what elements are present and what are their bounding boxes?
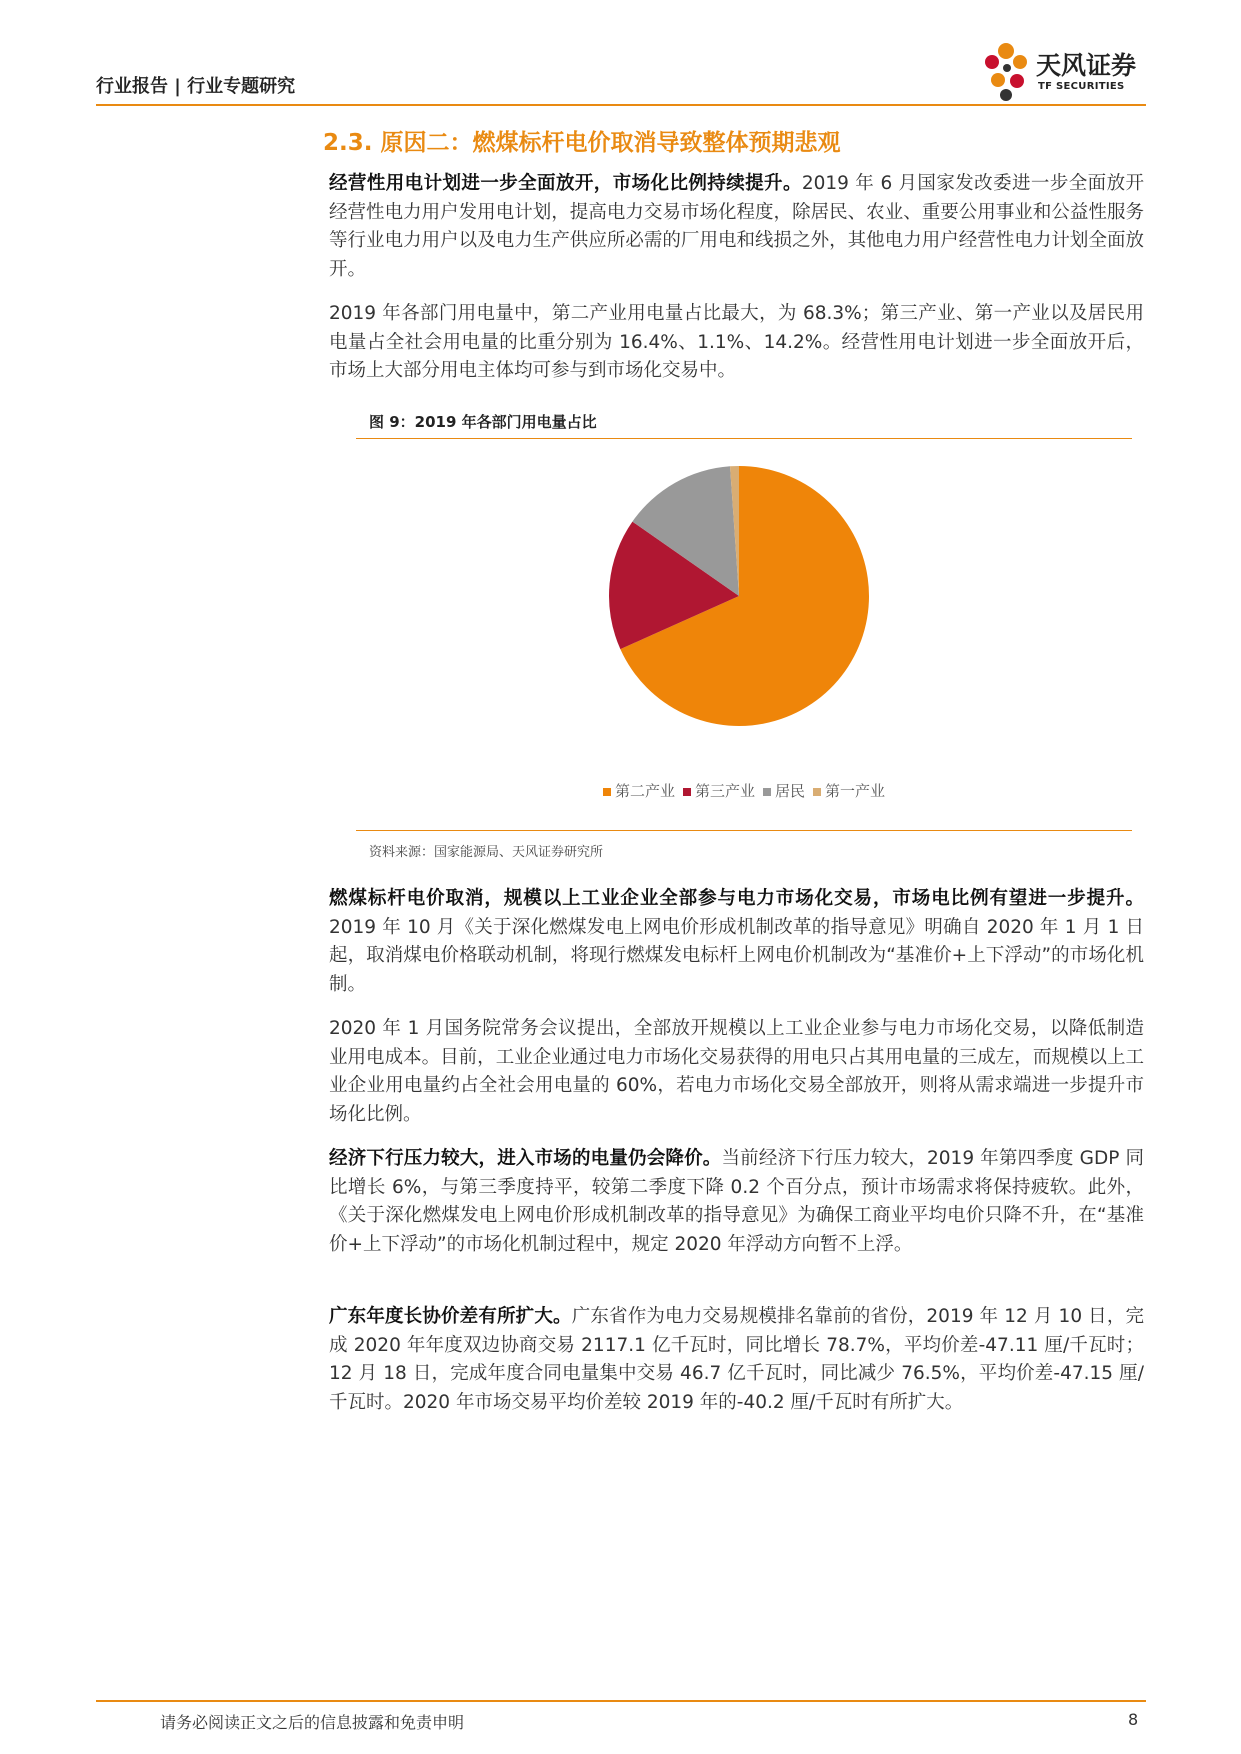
legend-item <box>813 780 885 801</box>
figure-top-rule <box>356 438 1132 439</box>
paragraph <box>329 300 1144 386</box>
legend-swatch <box>763 788 771 796</box>
paragraph-text: 2019 年 6 月国家发改委进一步全面放开经营性电力用户发用电计划，提高电力交易市场化程度，除居民、农业、重要公用事业和公益性服务等行业电力用户以及电力生产供应所必需的厂用电和线损之外，其他电力用户经营性电力计划全面放开。 <box>329 173 1144 280</box>
company-logo <box>976 40 1151 104</box>
paragraph-text: 2019 年各部门用电量中，第二产业用电量占比最大，为 68.3%；第三产业、第一产业以及居民用电量占全社会用电量的比重分别为 16.4%、1.1%、14.2%。经营性用电计划进一步全面放开后，市场上大部分用电主体均可参与到市场化交易中。 <box>329 303 1144 381</box>
legend-swatch <box>813 788 821 796</box>
legend-item <box>603 780 675 801</box>
paragraph <box>329 885 1144 999</box>
paragraph <box>329 1145 1144 1259</box>
legend-item <box>683 780 755 801</box>
legend-label: 第三产业 <box>694 782 755 800</box>
paragraph <box>329 170 1144 284</box>
report-category: 行业报告 | 行业专题研究 <box>96 76 296 97</box>
legend-swatch <box>603 788 611 796</box>
paragraph-text: 2020 年 1 月国务院常务会议提出，全部放开规模以上工业企业参与电力市场化交易，以降低制造业用电成本。目前，工业企业通过电力市场化交易获得的用电只占其用电量的三成左，而规模以上工业企业用电量约占全社会用电量的 60%，若电力市场化交易全部放开，则将从需求端进一步提升市场化比例。 <box>329 1018 1144 1125</box>
paragraph-text: 当前经济下行压力较大，2019 年第四季度 GDP 同比增长 6%，与第三季度持平，较第二季度下降 0.2 个百分点，预计市场需求将保持疲软。此外，《关于深化燃煤发电上网电价形成机制改革的指导意见》为确保工商业平均电价只降不升，在“基准价+上下浮动”的市场化机制过程中，规定 2020 年浮动方向暂不上浮。 <box>329 1148 1144 1255</box>
legend-item <box>763 780 805 801</box>
paragraph-text: 2019 年 10 月《关于深化燃煤发电上网电价形成机制改革的指导意见》明确自 2020 年 1 月 1 日起，取消煤电价格联动机制，将现行燃煤发电标杆上网电价机制改为“基准价+上下浮动”的市场化机制。 <box>329 916 1144 995</box>
legend-label: 第二产业 <box>614 782 675 800</box>
paragraph-text: 广东省作为电力交易规模排名靠前的省份，2019 年 12 月 10 日，完成 2020 年年度双边协商交易 2117.1 亿千瓦时，同比增长 78.7%，平均价差-47.11 厘/千瓦时；12 月 18 日，完成年度合同电量集中交易 46.7 亿千瓦时，同比减少 76.5%，平均价差-47.15 厘/千瓦时。2020 年市场交易平均价差较 2019 年的-40.2 厘/千瓦时有所扩大。 <box>329 1306 1144 1413</box>
paragraph <box>329 1303 1144 1417</box>
paragraph <box>329 1015 1144 1129</box>
pie-chart <box>356 440 1132 828</box>
legend-swatch <box>683 788 691 796</box>
logo-name: 天风证券 <box>1036 51 1137 80</box>
footer-divider <box>96 1700 1146 1702</box>
footer-disclaimer: 请务必阅读正文之后的信息披露和免责申明 <box>160 1713 465 1732</box>
figure-bottom-rule <box>356 830 1132 831</box>
paragraph-lead: 广东年度长协价差有所扩大。 <box>329 1306 572 1327</box>
legend-label: 第一产业 <box>825 782 886 800</box>
paragraph-lead: 经营性用电计划进一步全面放开，市场化比例持续提升。 <box>329 173 802 194</box>
legend-label: 居民 <box>775 782 806 800</box>
header-divider <box>96 104 1146 106</box>
logo-flower-icon <box>976 40 1034 102</box>
pie-chart-svg <box>356 440 1132 770</box>
figure-title: 图 9：2019 年各部门用电量占比 <box>369 413 597 431</box>
paragraph-lead: 经济下行压力较大，进入市场的电量仍会降价。 <box>329 1148 722 1169</box>
paragraph-lead: 燃煤标杆电价取消，规模以上工业企业全部参与电力市场化交易，市场电比例有望进一步提升。 <box>329 888 1144 909</box>
page-number: 8 <box>1128 1710 1139 1729</box>
figure-source: 资料来源：国家能源局、天风证券研究所 <box>369 845 604 860</box>
logo-subtitle: TF SECURITIES <box>1038 81 1125 92</box>
chart-legend <box>356 780 1132 801</box>
section-title: 2.3. 原因二：燃煤标杆电价取消导致整体预期悲观 <box>323 130 841 156</box>
